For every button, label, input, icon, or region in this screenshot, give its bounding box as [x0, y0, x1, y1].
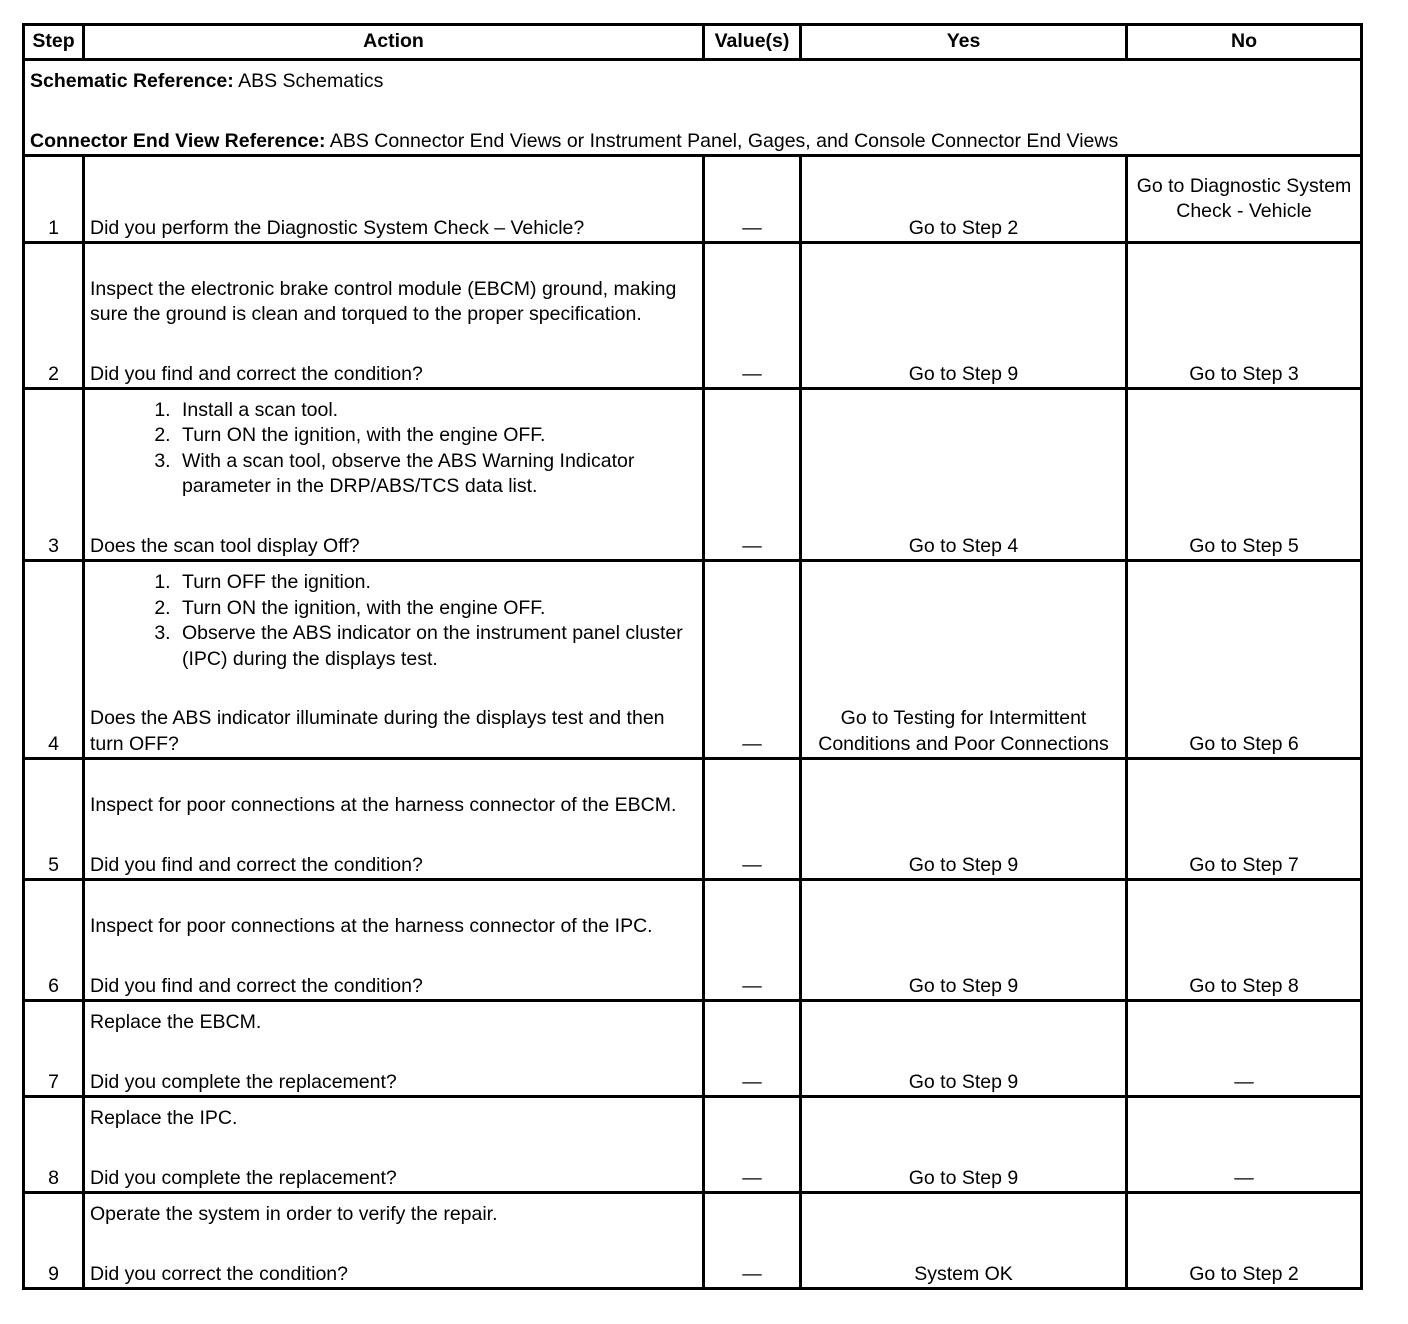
value-cell: —	[704, 1097, 801, 1193]
action-question: Did you find and correct the condition?	[90, 362, 423, 385]
action-cell	[84, 389, 704, 561]
action-question: Does the scan tool display Off?	[90, 534, 360, 557]
table-row	[24, 243, 1362, 389]
action-cell	[84, 759, 704, 880]
table-row	[24, 1001, 1362, 1097]
action-text: Inspect for poor connections at the harness connector of the EBCM.	[90, 794, 677, 816]
action-text: Inspect the electronic brake control module (EBCM) ground, making sure the ground is clean and torqued to the proper specification.	[90, 277, 677, 325]
no-cell[interactable]: Go to Step 7	[1127, 759, 1362, 880]
no-cell[interactable]: Go to Step 2	[1127, 1193, 1362, 1289]
action-cell	[84, 880, 704, 1001]
yes-cell: System OK	[801, 1193, 1127, 1289]
step-number: 9	[24, 1193, 84, 1289]
yes-cell[interactable]: Go to Step 9	[801, 243, 1127, 389]
table-row	[24, 389, 1362, 561]
action-cell	[84, 561, 704, 759]
connector-reference	[30, 129, 1355, 155]
schematic-reference	[30, 69, 1355, 95]
list-item: 1. Install a scan tool.	[176, 398, 697, 424]
step-number: 1	[24, 156, 84, 243]
action-cell	[84, 1193, 704, 1289]
no-cell[interactable]: Go to Diagnostic System Check - Vehicle	[1127, 156, 1362, 243]
list-item: 2. Turn ON the ignition, with the engine OFF.	[176, 423, 697, 449]
step-number: 2	[24, 243, 84, 389]
connector-reference-label: Connector End View Reference:	[30, 129, 326, 152]
yes-cell[interactable]: Go to Step 2	[801, 156, 1127, 243]
header-row	[24, 25, 1362, 60]
table-row	[24, 561, 1362, 759]
no-cell[interactable]: Go to Step 8	[1127, 880, 1362, 1001]
action-steps-list	[90, 398, 697, 500]
list-item: 3. With a scan tool, observe the ABS Warning Indicator parameter in the DRP/ABS/TCS data list.	[176, 449, 697, 500]
header-no: No	[1127, 25, 1362, 60]
value-cell: —	[704, 1193, 801, 1289]
action-question: Did you find and correct the condition?	[90, 853, 423, 876]
table-row	[24, 1193, 1362, 1289]
action-question: Does the ABS indicator illuminate during the displays test and then turn OFF?	[90, 707, 665, 755]
action-text: Replace the IPC.	[90, 1107, 238, 1129]
action-text: Operate the system in order to verify the repair.	[90, 1203, 498, 1225]
value-cell: —	[704, 156, 801, 243]
header-yes: Yes	[801, 25, 1127, 60]
no-cell: —	[1127, 1097, 1362, 1193]
action-text: Replace the EBCM.	[90, 1011, 262, 1033]
reference-row	[24, 60, 1362, 156]
yes-cell[interactable]: Go to Step 9	[801, 880, 1127, 1001]
no-cell[interactable]: Go to Step 6	[1127, 561, 1362, 759]
yes-cell[interactable]: Go to Step 9	[801, 1097, 1127, 1193]
value-cell: —	[704, 243, 801, 389]
action-text: Did you perform the Diagnostic System Check – Vehicle?	[90, 216, 585, 239]
value-cell: —	[704, 389, 801, 561]
step-number: 4	[24, 561, 84, 759]
list-item: 1. Turn OFF the ignition.	[176, 570, 697, 596]
action-question: Did you complete the replacement?	[90, 1166, 397, 1189]
list-item: 3. Observe the ABS indicator on the instrument panel cluster (IPC) during the displays test.	[176, 621, 697, 672]
no-cell[interactable]: Go to Step 5	[1127, 389, 1362, 561]
value-cell: —	[704, 759, 801, 880]
step-number: 7	[24, 1001, 84, 1097]
yes-cell[interactable]: Go to Step 4	[801, 389, 1127, 561]
action-cell	[84, 243, 704, 389]
header-step: Step	[24, 25, 84, 60]
table-row	[24, 880, 1362, 1001]
connector-reference-link[interactable]: ABS Connector End Views or Instrument Panel, Gages, and Console Connector End Views	[325, 129, 1119, 152]
list-item: 2. Turn ON the ignition, with the engine OFF.	[176, 596, 697, 622]
step-number: 6	[24, 880, 84, 1001]
yes-cell[interactable]: Go to Step 9	[801, 1001, 1127, 1097]
action-steps-list	[90, 570, 697, 672]
table-row	[24, 1097, 1362, 1193]
header-values: Value(s)	[704, 25, 801, 60]
no-cell: —	[1127, 1001, 1362, 1097]
step-number: 8	[24, 1097, 84, 1193]
step-number: 3	[24, 389, 84, 561]
action-question: Did you correct the condition?	[90, 1262, 348, 1285]
value-cell: —	[704, 561, 801, 759]
action-question: Did you find and correct the condition?	[90, 974, 423, 997]
action-text: Inspect for poor connections at the harness connector of the IPC.	[90, 915, 653, 937]
value-cell: —	[704, 880, 801, 1001]
header-action: Action	[84, 25, 704, 60]
yes-cell[interactable]: Go to Step 9	[801, 759, 1127, 880]
table-row	[24, 759, 1362, 880]
schematic-reference-link[interactable]: ABS Schematics	[233, 70, 384, 92]
action-cell	[84, 1097, 704, 1193]
reference-cell	[24, 60, 1362, 156]
no-cell[interactable]: Go to Step 3	[1127, 243, 1362, 389]
yes-cell[interactable]: Go to Testing for Intermittent Conditions and Poor Connections	[801, 561, 1127, 759]
action-question: Did you complete the replacement?	[90, 1070, 397, 1093]
table-row	[24, 156, 1362, 243]
action-cell	[84, 156, 704, 243]
diagnostic-table	[22, 23, 1363, 1290]
action-cell	[84, 1001, 704, 1097]
value-cell: —	[704, 1001, 801, 1097]
step-number: 5	[24, 759, 84, 880]
schematic-reference-label: Schematic Reference:	[30, 70, 234, 92]
